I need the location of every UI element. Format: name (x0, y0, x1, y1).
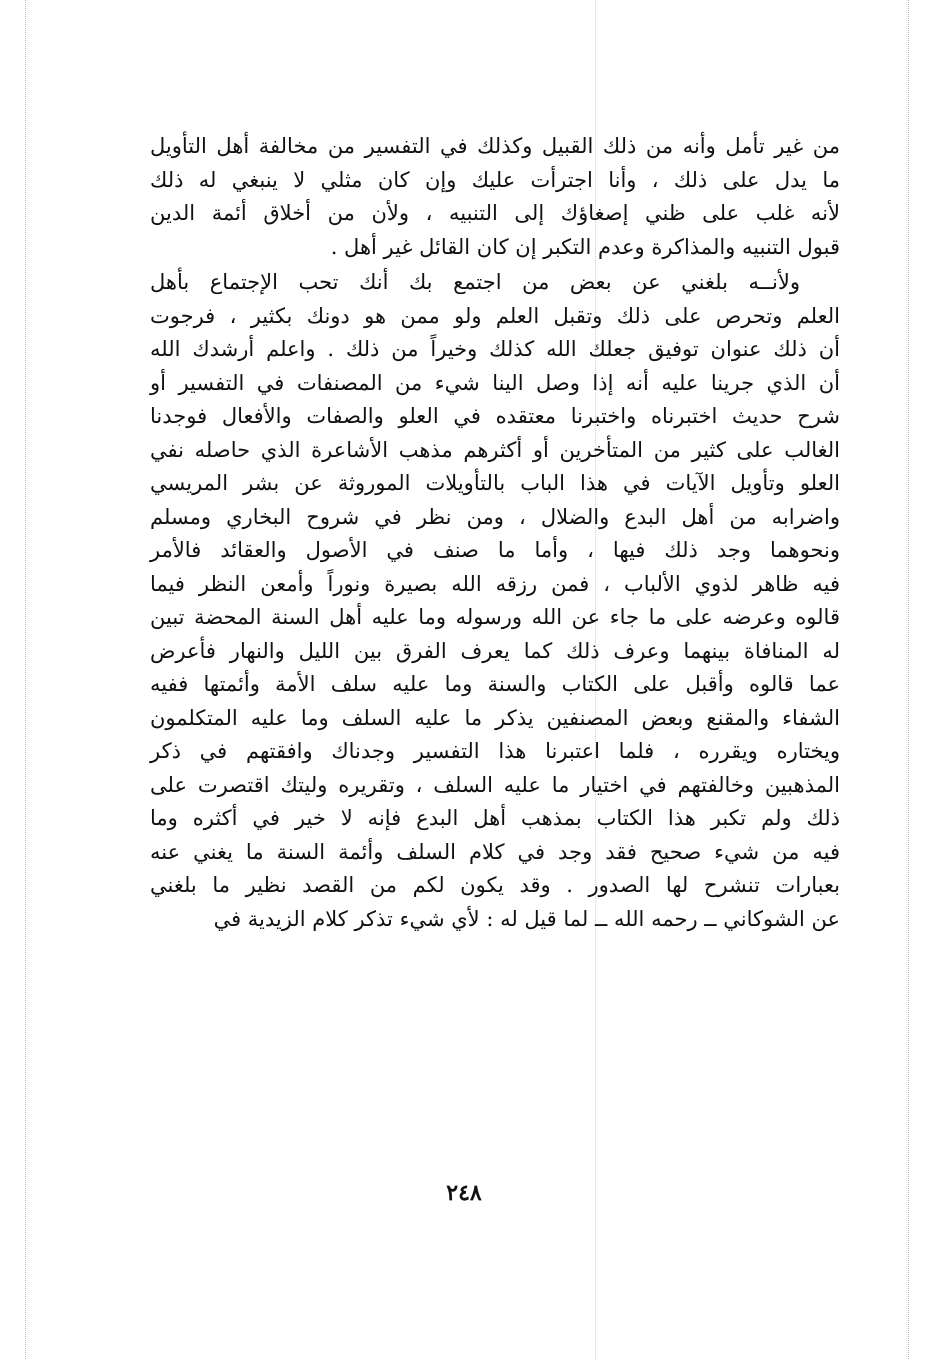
page-number: ٢٤٨ (446, 1180, 482, 1206)
text-line: عما قالوه وأقبل على الكتاب والسنة وما عليه سلف الأمة وأئمتها ففيه (150, 672, 840, 696)
text-line: العلو وتأويل الآيات في هذا الباب بالتأويلات الموروثة عن بشر المريسي (150, 471, 840, 495)
text-line: بعبارات تنشرح لها الصدور . وقد يكون لكم من القصد نظير ما بلغني (150, 873, 840, 897)
text-line: ونحوهما وجد ذلك فيها ، وأما ما صنف في الأصول والعقائد فالأمر (150, 538, 840, 562)
text-line: المذهبين وخالفتهم في اختيار ما عليه السلف ، وتقريره وليتك اقتصرت على (150, 772, 840, 797)
text-line: قبول التنبيه والمذاكرة وعدم التكبر إن كان القائل غير أهل . (330, 234, 840, 259)
text-line: ولأنــه بلغني عن بعض من اجتمع بك أنك تحب الإجتماع بأهل (150, 270, 800, 294)
scan-guide-line (25, 0, 26, 1359)
text-line: ويختاره ويقرره ، فلما اعتبرنا هذا التفسير وجدناك وافقتهم في ذكر (150, 739, 840, 763)
text-line: العلم وتحرص على ذلك وتقبل العلم ولو ممن هو دونك بكثير ، فرجوت (150, 303, 840, 328)
scan-guide-line (908, 0, 909, 1359)
text-line: شرح حديث اختبرناه واختبرنا معتقده في العلو والصفات والأفعال فوجدنا (150, 404, 840, 428)
text-line: أن ذلك عنوان توفيق جعلك الله كذلك وخيراً من ذلك . واعلم أرشدك الله (150, 337, 840, 361)
text-line: فيه من شيء صحيح فقد وجد في كلام السلف وأئمة السنة ما يغني عنه (150, 839, 840, 864)
text-line: عن الشوكاني ــ رحمه الله ــ لما قيل له : لأي شيء تذكر كلام الزيدية في (213, 906, 840, 931)
text-line: له المنافاة بينهما وعرف ذلك كما يعرف الفرق بين الليل والنهار فأعرض (150, 638, 840, 663)
text-line: من غير تأمل وأنه من ذلك القبيل وكذلك في التفسير من مخالفة أهل التأويل (150, 134, 840, 158)
text-line: الشفاء والمقنع وبعض المصنفين يذكر ما عليه السلف وما عليه المتكلمون (150, 705, 840, 730)
paragraph (150, 130, 840, 264)
text-line: لأنه غلب على ظني إصغاؤك إلى التنبيه ، ولأن من أخلاق أئمة الدين (150, 201, 840, 225)
body-text (150, 130, 840, 936)
text-line: قالوه وعرضه على ما جاء عن الله ورسوله وما عليه أهل السنة المحضة تبين (150, 605, 840, 629)
text-line: أن الذي جرينا عليه أنه إذا وصل الينا شيء من المصنفات في التفسير أو (150, 370, 840, 395)
text-line: ذلك ولم تكبر هذا الكتاب بمذهب أهل البدع فإنه لا خير في أكثره وما (150, 806, 840, 830)
text-line: الغالب على كثير من المتأخرين أو أكثرهم مذهب الأشاعرة الذي حاصله نفي (150, 437, 840, 462)
text-line: واضرابه من أهل البدع والضلال ، ومن نظر في شروح البخاري ومسلم (150, 504, 840, 529)
paragraph (150, 266, 840, 936)
text-line: ما يدل على ذلك ، وأنا اجترأت عليك وإن كان مثلي لا ينبغي له ذلك (150, 167, 840, 192)
text-line: فيه ظاهر لذوي الألباب ، فمن رزقه الله بصيرة ونوراً وأمعن النظر فيما (150, 571, 840, 596)
